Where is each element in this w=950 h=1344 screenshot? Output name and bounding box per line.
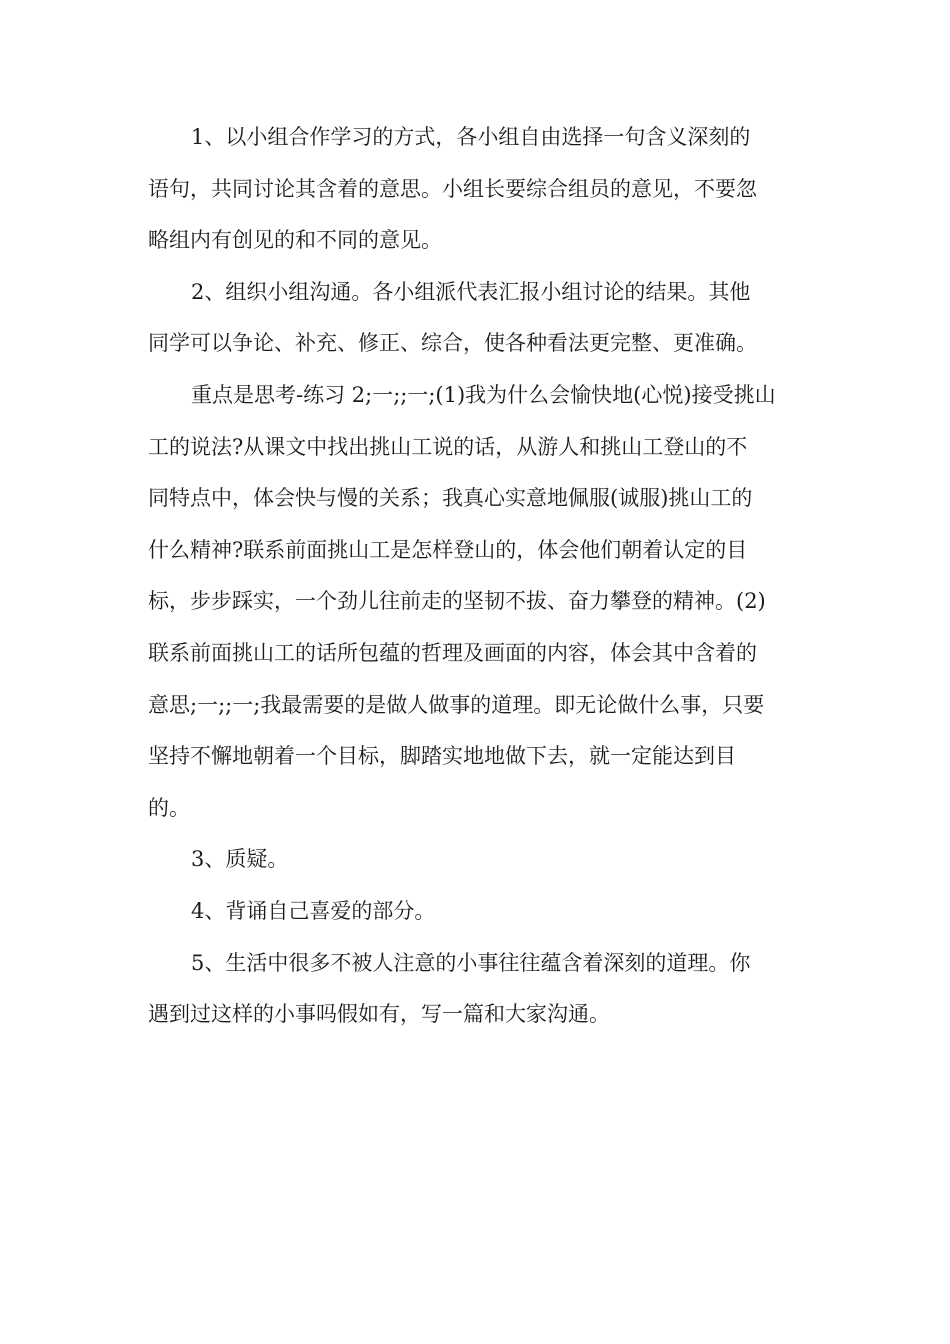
text-line: 4、背诵自己喜爱的部分。	[191, 898, 436, 923]
text-line: 意思;一;;一;我最需要的是做人做事的道理。即无论做什么事，只要	[148, 692, 765, 717]
text-line: 2、组织小组沟通。各小组派代表汇报小组讨论的结果。其他	[191, 279, 751, 304]
text-line: 语句，共同讨论其含着的意思。小组长要综合组员的意见，不要忽	[148, 176, 757, 201]
paragraph-5	[148, 886, 808, 938]
paragraph-4	[148, 834, 808, 886]
text-line: 重点是思考-练习 2;一;;一;(1)我为什么会愉快地(心悦)接受挑山	[191, 382, 776, 407]
text-line: 什么精神?联系前面挑山工是怎样登山的，体会他们朝着认定的目	[148, 537, 748, 562]
text-line: 同特点中，体会快与慢的关系；我真心实意地佩服(诚服)挑山工的	[148, 486, 753, 511]
text-line: 的。	[148, 795, 190, 820]
text-line: 联系前面挑山工的话所包蕴的哲理及画面的内容，体会其中含着的	[148, 640, 757, 665]
text-line: 略组内有创见的和不同的意见。	[148, 228, 442, 253]
document-body	[148, 112, 808, 1041]
text-line: 工的说法?从课文中找出挑山工说的话，从游人和挑山工登山的不	[148, 434, 748, 459]
text-line: 遇到过这样的小事吗假如有，写一篇和大家沟通。	[148, 1002, 610, 1027]
paragraph-2	[148, 267, 808, 370]
paragraph-3	[148, 370, 808, 834]
text-line: 3、质疑。	[191, 847, 289, 872]
text-line: 标，步步踩实，一个劲儿往前走的坚韧不拔、奋力攀登的精神。(2)	[148, 589, 766, 614]
text-line: 坚持不懈地朝着一个目标，脚踏实地地做下去，就一定能达到目	[148, 744, 736, 769]
text-line: 5、生活中很多不被人注意的小事往往蕴含着深刻的道理。你	[191, 950, 751, 975]
paragraph-1	[148, 112, 808, 267]
text-line: 同学可以争论、补充、修正、综合，使各种看法更完整、更准确。	[148, 331, 757, 356]
paragraph-6	[148, 938, 808, 1041]
text-line: 1、以小组合作学习的方式，各小组自由选择一句含义深刻的	[191, 125, 751, 149]
